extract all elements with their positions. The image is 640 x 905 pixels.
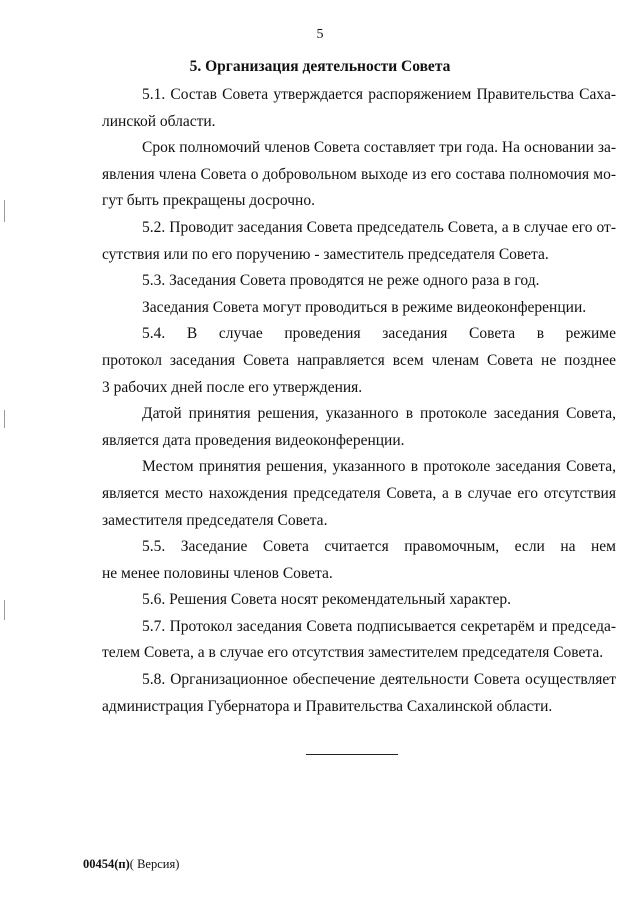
body-text-line: 5.6. Решения Совета носят рекомендательный характер. <box>142 591 512 609</box>
body-text-line: Датой принятия решения, указанного в протоколе заседания Совета, <box>142 405 616 423</box>
scan-mark <box>4 600 5 620</box>
section-title: 5. Организация деятельности Совета <box>189 58 451 75</box>
body-text-line: 5.3. Заседания Совета проводятся не реже одного раза в год. <box>142 272 540 290</box>
body-text-line: сутствия или по его поручению - заместитель председателя Совета. <box>102 245 549 263</box>
body-text-line: не менее половины членов Совета. <box>102 564 333 582</box>
body-text-line: 5.5. Заседание Совета считается правомочным, если на нем <box>142 538 616 556</box>
body-text-line: 3 рабочих дней после его утверждения. <box>102 378 363 396</box>
body-text-line: администрация Губернатора и Правительства Сахалинской области. <box>102 697 553 715</box>
document-code: 00454(п) <box>83 857 130 871</box>
document-footer <box>83 857 179 872</box>
body-text-line: Срок полномочий членов Совета составляет три года. На основании за- <box>142 139 616 157</box>
scan-mark <box>4 200 5 222</box>
document-body <box>102 82 616 720</box>
body-text-line: 5.2. Проводит заседания Совета председатель Совета, а в случае его от- <box>142 218 616 236</box>
body-text-line: Местом принятия решения, указанного в протоколе заседания Совета, <box>142 458 616 476</box>
page-number: 5 <box>316 27 324 42</box>
document-version: ( Версия) <box>129 857 180 871</box>
scan-mark <box>4 410 5 428</box>
body-text-line: 5.4. В случае проведения заседания Совета в режиме <box>142 325 616 343</box>
closing-divider-line <box>306 754 398 755</box>
body-text-line: 5.7. Протокол заседания Совета подписывается секретарём и председа- <box>142 617 616 635</box>
body-text-line: гут быть прекращены досрочно. <box>102 192 315 210</box>
body-text-line: Заседания Совета могут проводиться в режиме видеоконференции. <box>142 298 587 316</box>
body-text-line: протокол заседания Совета направляется всем членам Совета не позднее <box>102 351 616 369</box>
body-text-line: является дата проведения видеоконференции. <box>102 431 405 449</box>
body-text-line: телем Совета, а в случае его отсутствия заместителем председателя Совета. <box>102 644 604 662</box>
body-text-line: линской области. <box>102 112 216 130</box>
body-text-line: явления члена Совета о добровольном выходе из его состава полномочия мо- <box>102 165 616 183</box>
body-text-line: 5.1. Состав Совета утверждается распоряжением Правительства Саха- <box>142 86 616 103</box>
body-text-line: является место нахождения председателя Совета, а в случае его отсутствия <box>102 484 616 502</box>
body-text-line: заместителя председателя Совета. <box>102 511 328 529</box>
body-text-line: 5.8. Организационное обеспечение деятельности Совета осуществляет <box>142 671 616 689</box>
